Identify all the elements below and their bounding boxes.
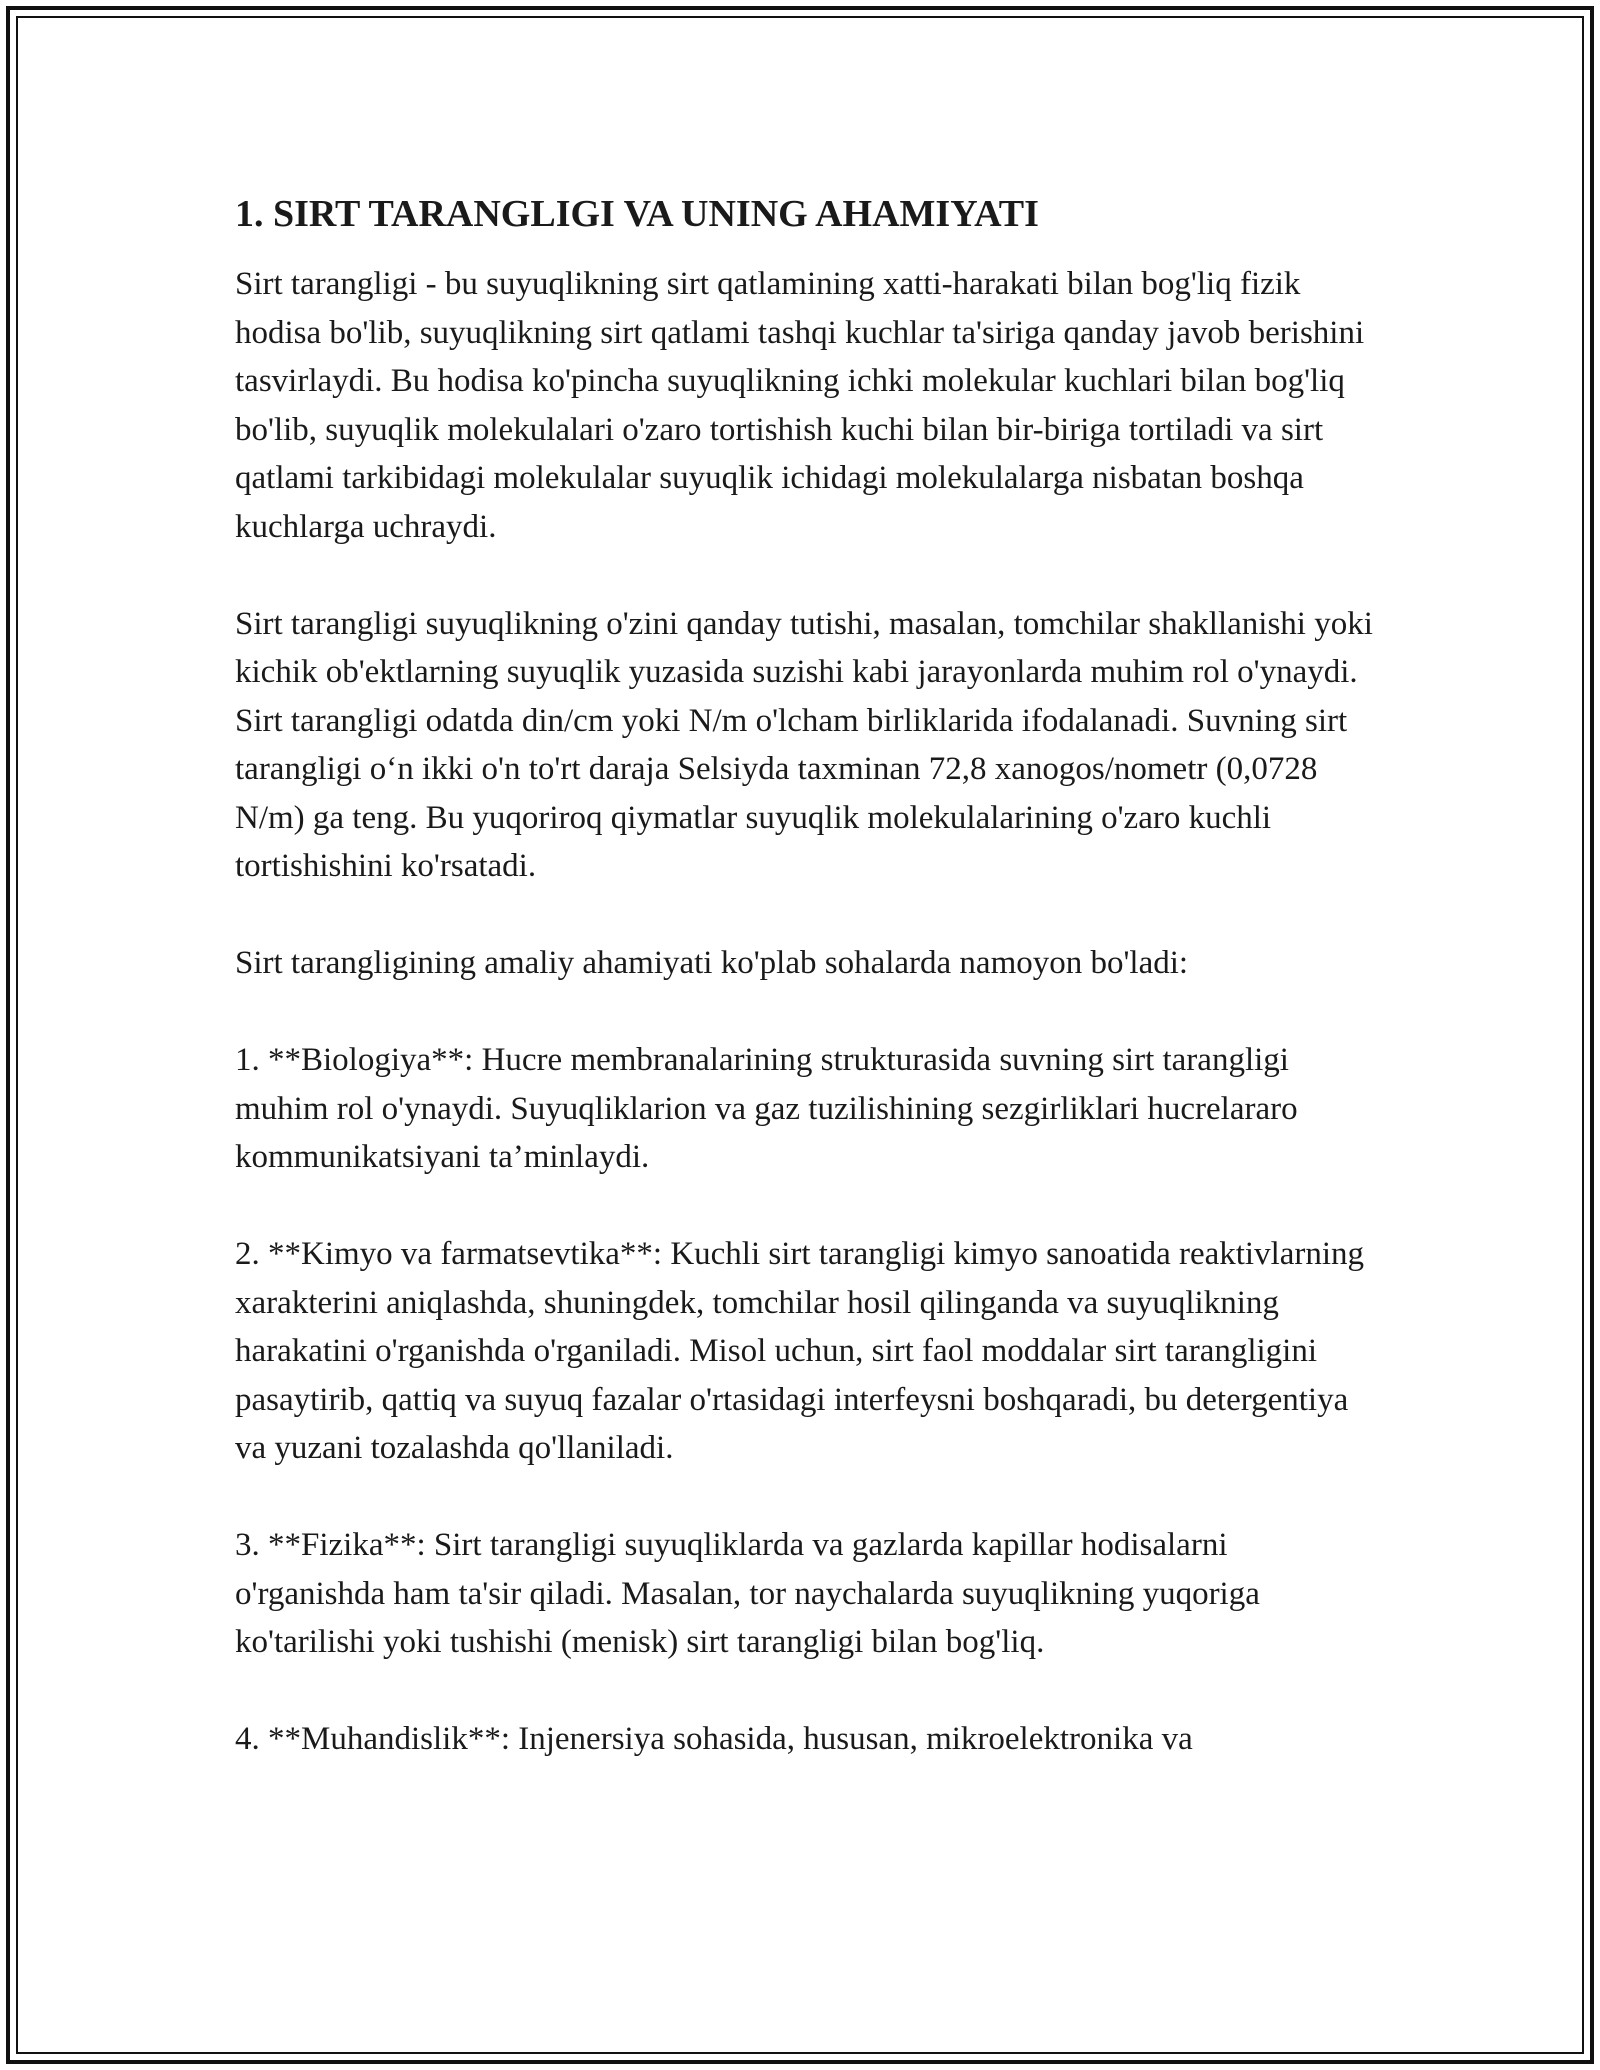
document-title: 1. SIRT TARANGLIGI VA UNING AHAMIYATI (235, 193, 1039, 235)
paragraph-applications-intro: Sirt tarangligining amaliy ahamiyati ko'plab sohalarda namoyon bo'ladi: (235, 945, 1189, 981)
paragraph-properties: Sirt tarangligi suyuqlikning o'zini qanday tutishi, masalan, tomchilar shakllanishi yoki kichik ob'ektlarning suyuqlik yuzasida suzishi kabi jarayonlarda muhim rol o'ynaydi. Sirt tarangligi odatda din/cm yoki N/m o'lcham birliklarida ifodalanadi. Suvning sirt tarangligi o‘n ikki o'n to'rt daraja Selsiyda taxminan 72,8 xanogos/nometr (0,0728 N/m) ga teng. Bu yuqoriroq qiymatlar suyuqlik molekulalarining o'zaro kuchli tortishishini ko'rsatadi. (235, 605, 1373, 884)
list-item-chemistry: 2. **Kimyo va farmatsevtika**: Kuchli sirt tarangligi kimyo sanoatida reaktivlarning xarakterini aniqlashda, shuningdek, tomchilar hosil qilinganda va suyuqlikning harakatini o'rganishda o'rganiladi. Misol uchun, sirt faol moddalar sirt tarangligini pasaytirib, qattiq va suyuq fazalar o'rtasidagi interfeysni boshqaradi, bu detergentiya va yuzani tozalashda qo'llaniladi. (235, 1236, 1365, 1466)
paragraph-definition: Sirt tarangligi - bu suyuqlikning sirt qatlamining xatti-harakati bilan bog'liq fizik hodisa bo'lib, suyuqlikning sirt qatlami tashqi kuchlar ta'siriga qanday javob berishini tasvirlaydi. Bu hodisa ko'pincha suyuqlikning ichki molekular kuchlari bilan bog'liq bo'lib, suyuqlik molekulalari o'zaro tortishish kuchi bilan bir-biriga tortiladi va sirt qatlami tarkibidagi molekulalar suyuqlik ichidagi molekulalarga nisbatan boshqa kuchlarga uchraydi. (235, 266, 1365, 545)
document-body (235, 188, 1375, 1764)
list-item-physics: 3. **Fizika**: Sirt tarangligi suyuqliklarda va gazlarda kapillar hodisalarni o'rganishda ham ta'sir qiladi. Masalan, tor naychalarda suyuqlikning yuqoriga ko'tarilishi yoki tushishi (menisk) sirt tarangligi bilan bog'liq. (235, 1527, 1260, 1660)
list-item-biology: 1. **Biologiya**: Hucre membranalarining strukturasida suvning sirt tarangligi muhim rol o'ynaydi. Suyuqliklarion va gaz tuzilishining sezgirliklari hucrelararo kommunikatsiyani ta’minlaydi. (235, 1042, 1298, 1175)
list-item-engineering: 4. **Muhandislik**: Injenersiya sohasida, hususan, mikroelektronika va (235, 1721, 1193, 1757)
